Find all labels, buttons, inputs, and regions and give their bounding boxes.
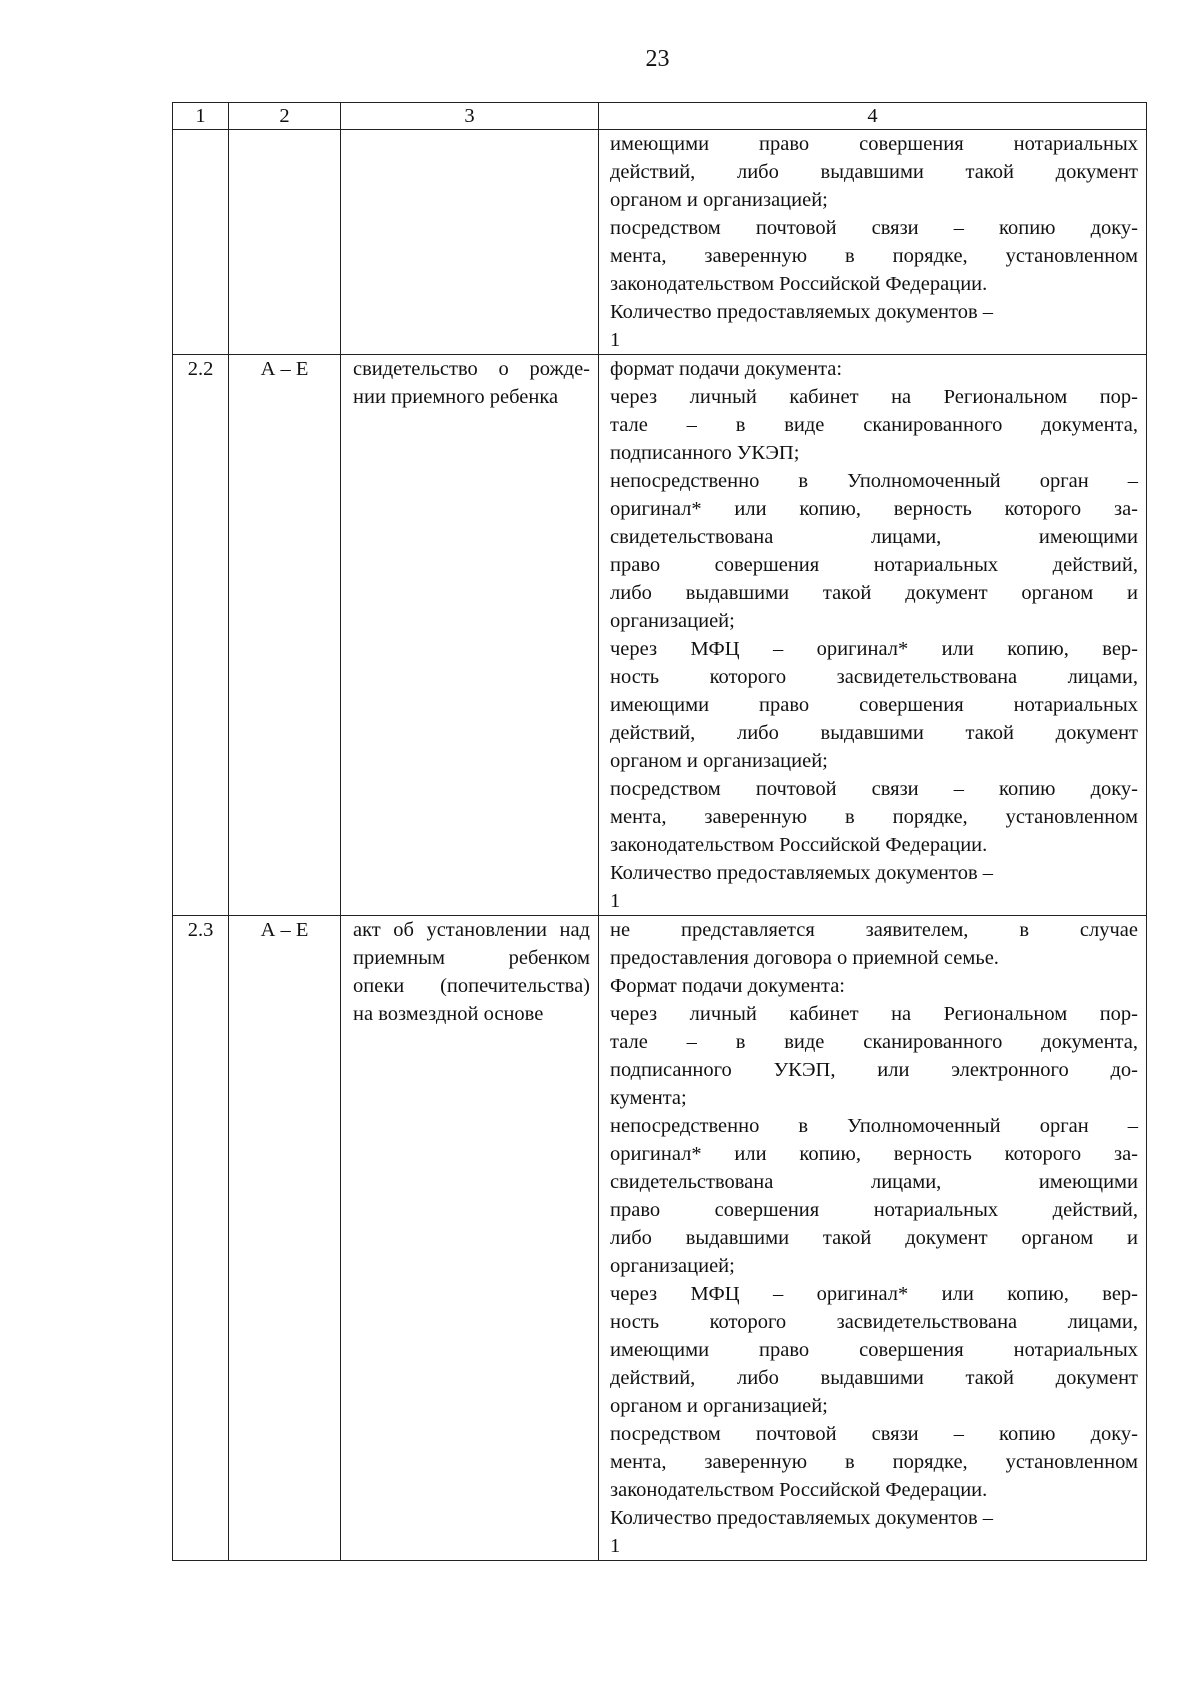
submission-format-cell bbox=[599, 355, 1147, 916]
description-line: посредством почтовой связи – копию доку- bbox=[610, 778, 1138, 800]
description-line: законодательством Российской Федерации. bbox=[610, 1479, 988, 1501]
description-line: формат подачи документа: bbox=[610, 358, 843, 380]
description-line: 1 bbox=[610, 1535, 621, 1557]
description-line: Количество предоставляемых документов – bbox=[610, 862, 994, 884]
description-line: через личный кабинет на Региональном пор- bbox=[610, 1003, 1138, 1025]
description-line: действий, либо выдавшими такой документ bbox=[610, 1367, 1138, 1389]
applicants-cell: А – Е bbox=[229, 916, 341, 1561]
applicants-cell bbox=[229, 130, 341, 355]
description-line: посредством почтовой связи – копию доку- bbox=[610, 1423, 1138, 1445]
description-line: действий, либо выдавшими такой документ bbox=[610, 722, 1138, 744]
description-line: Формат подачи документа: bbox=[610, 975, 845, 997]
document-name-line: акт об установлении над bbox=[353, 919, 590, 941]
applicants-cell: А – Е bbox=[229, 355, 341, 916]
row-number-cell: 2.3 bbox=[173, 916, 229, 1561]
description-line: право совершения нотариальных действий, bbox=[610, 554, 1138, 576]
description-line: органом и организацией; bbox=[610, 189, 828, 211]
table-row bbox=[173, 130, 1147, 355]
description-line: подписанного УКЭП; bbox=[610, 442, 800, 464]
document-name-cell bbox=[341, 916, 599, 1561]
description-line: мента, заверенную в порядке, установленном bbox=[610, 806, 1138, 828]
description-line: законодательством Российской Федерации. bbox=[610, 834, 988, 856]
description-line: имеющими право совершения нотариальных bbox=[610, 1339, 1138, 1361]
description-line: кумента; bbox=[610, 1087, 687, 1109]
description-line: подписанного УКЭП, или электронного до- bbox=[610, 1059, 1138, 1081]
header-cell: 1 bbox=[173, 103, 229, 130]
description-line: через личный кабинет на Региональном пор- bbox=[610, 386, 1138, 408]
description-line: действий, либо выдавшими такой документ bbox=[610, 161, 1138, 183]
description-line: органом и организацией; bbox=[610, 750, 828, 772]
description-line: Количество предоставляемых документов – bbox=[610, 1507, 994, 1529]
document-name-line: нии приемного ребенка bbox=[353, 386, 559, 408]
description-line: ность которого засвидетельствована лицами, bbox=[610, 666, 1138, 688]
document-name-line: приемным ребенком bbox=[353, 947, 590, 969]
description-line: либо выдавшими такой документ органом и bbox=[610, 582, 1138, 604]
description-line: свидетельствована лицами, имеющими bbox=[610, 1171, 1138, 1193]
description-line: через МФЦ – оригинал* или копию, вер- bbox=[610, 1283, 1138, 1305]
description-line: не представляется заявителем, в случае bbox=[610, 919, 1138, 941]
description-line: предоставления договора о приемной семье. bbox=[610, 947, 999, 969]
description-line: непосредственно в Уполномоченный орган – bbox=[610, 470, 1138, 492]
description-line: через МФЦ – оригинал* или копию, вер- bbox=[610, 638, 1138, 660]
description-line: тале – в виде сканированного документа, bbox=[610, 414, 1138, 436]
description-line: мента, заверенную в порядке, установленном bbox=[610, 1451, 1138, 1473]
description-line: организацией; bbox=[610, 610, 735, 632]
description-line: право совершения нотариальных действий, bbox=[610, 1199, 1138, 1221]
document-name-line: свидетельство о рожде- bbox=[353, 358, 590, 380]
page-number: 23 bbox=[645, 46, 670, 72]
description-line: имеющими право совершения нотариальных bbox=[610, 694, 1138, 716]
description-line: непосредственно в Уполномоченный орган – bbox=[610, 1115, 1138, 1137]
description-line: либо выдавшими такой документ органом и bbox=[610, 1227, 1138, 1249]
description-line: органом и организацией; bbox=[610, 1395, 828, 1417]
row-number-cell bbox=[173, 130, 229, 355]
description-line: законодательством Российской Федерации. bbox=[610, 273, 988, 295]
document-name-cell bbox=[341, 130, 599, 355]
description-line: оригинал* или копию, верность которого за- bbox=[610, 498, 1138, 520]
submission-format-cell bbox=[599, 130, 1147, 355]
document-name-line: на возмездной основе bbox=[353, 1003, 544, 1025]
description-line: оригинал* или копию, верность которого за- bbox=[610, 1143, 1138, 1165]
header-cell: 4 bbox=[599, 103, 1147, 130]
document-name-cell bbox=[341, 355, 599, 916]
description-line: 1 bbox=[610, 329, 621, 351]
document-name-line: опеки (попечительства) bbox=[353, 975, 590, 997]
description-line: посредством почтовой связи – копию доку- bbox=[610, 217, 1138, 239]
description-line: 1 bbox=[610, 890, 621, 912]
table-header-row bbox=[173, 103, 1147, 130]
header-cell: 3 bbox=[341, 103, 599, 130]
header-cell: 2 bbox=[229, 103, 341, 130]
description-line: Количество предоставляемых документов – bbox=[610, 301, 994, 323]
document-table bbox=[172, 102, 1147, 1561]
row-number-cell: 2.2 bbox=[173, 355, 229, 916]
description-line: тале – в виде сканированного документа, bbox=[610, 1031, 1138, 1053]
description-line: имеющими право совершения нотариальных bbox=[610, 133, 1138, 155]
table-row bbox=[173, 355, 1147, 916]
description-line: мента, заверенную в порядке, установленном bbox=[610, 245, 1138, 267]
description-line: свидетельствована лицами, имеющими bbox=[610, 526, 1138, 548]
table-row bbox=[173, 916, 1147, 1561]
description-line: организацией; bbox=[610, 1255, 735, 1277]
submission-format-cell bbox=[599, 916, 1147, 1561]
description-line: ность которого засвидетельствована лицами, bbox=[610, 1311, 1138, 1333]
